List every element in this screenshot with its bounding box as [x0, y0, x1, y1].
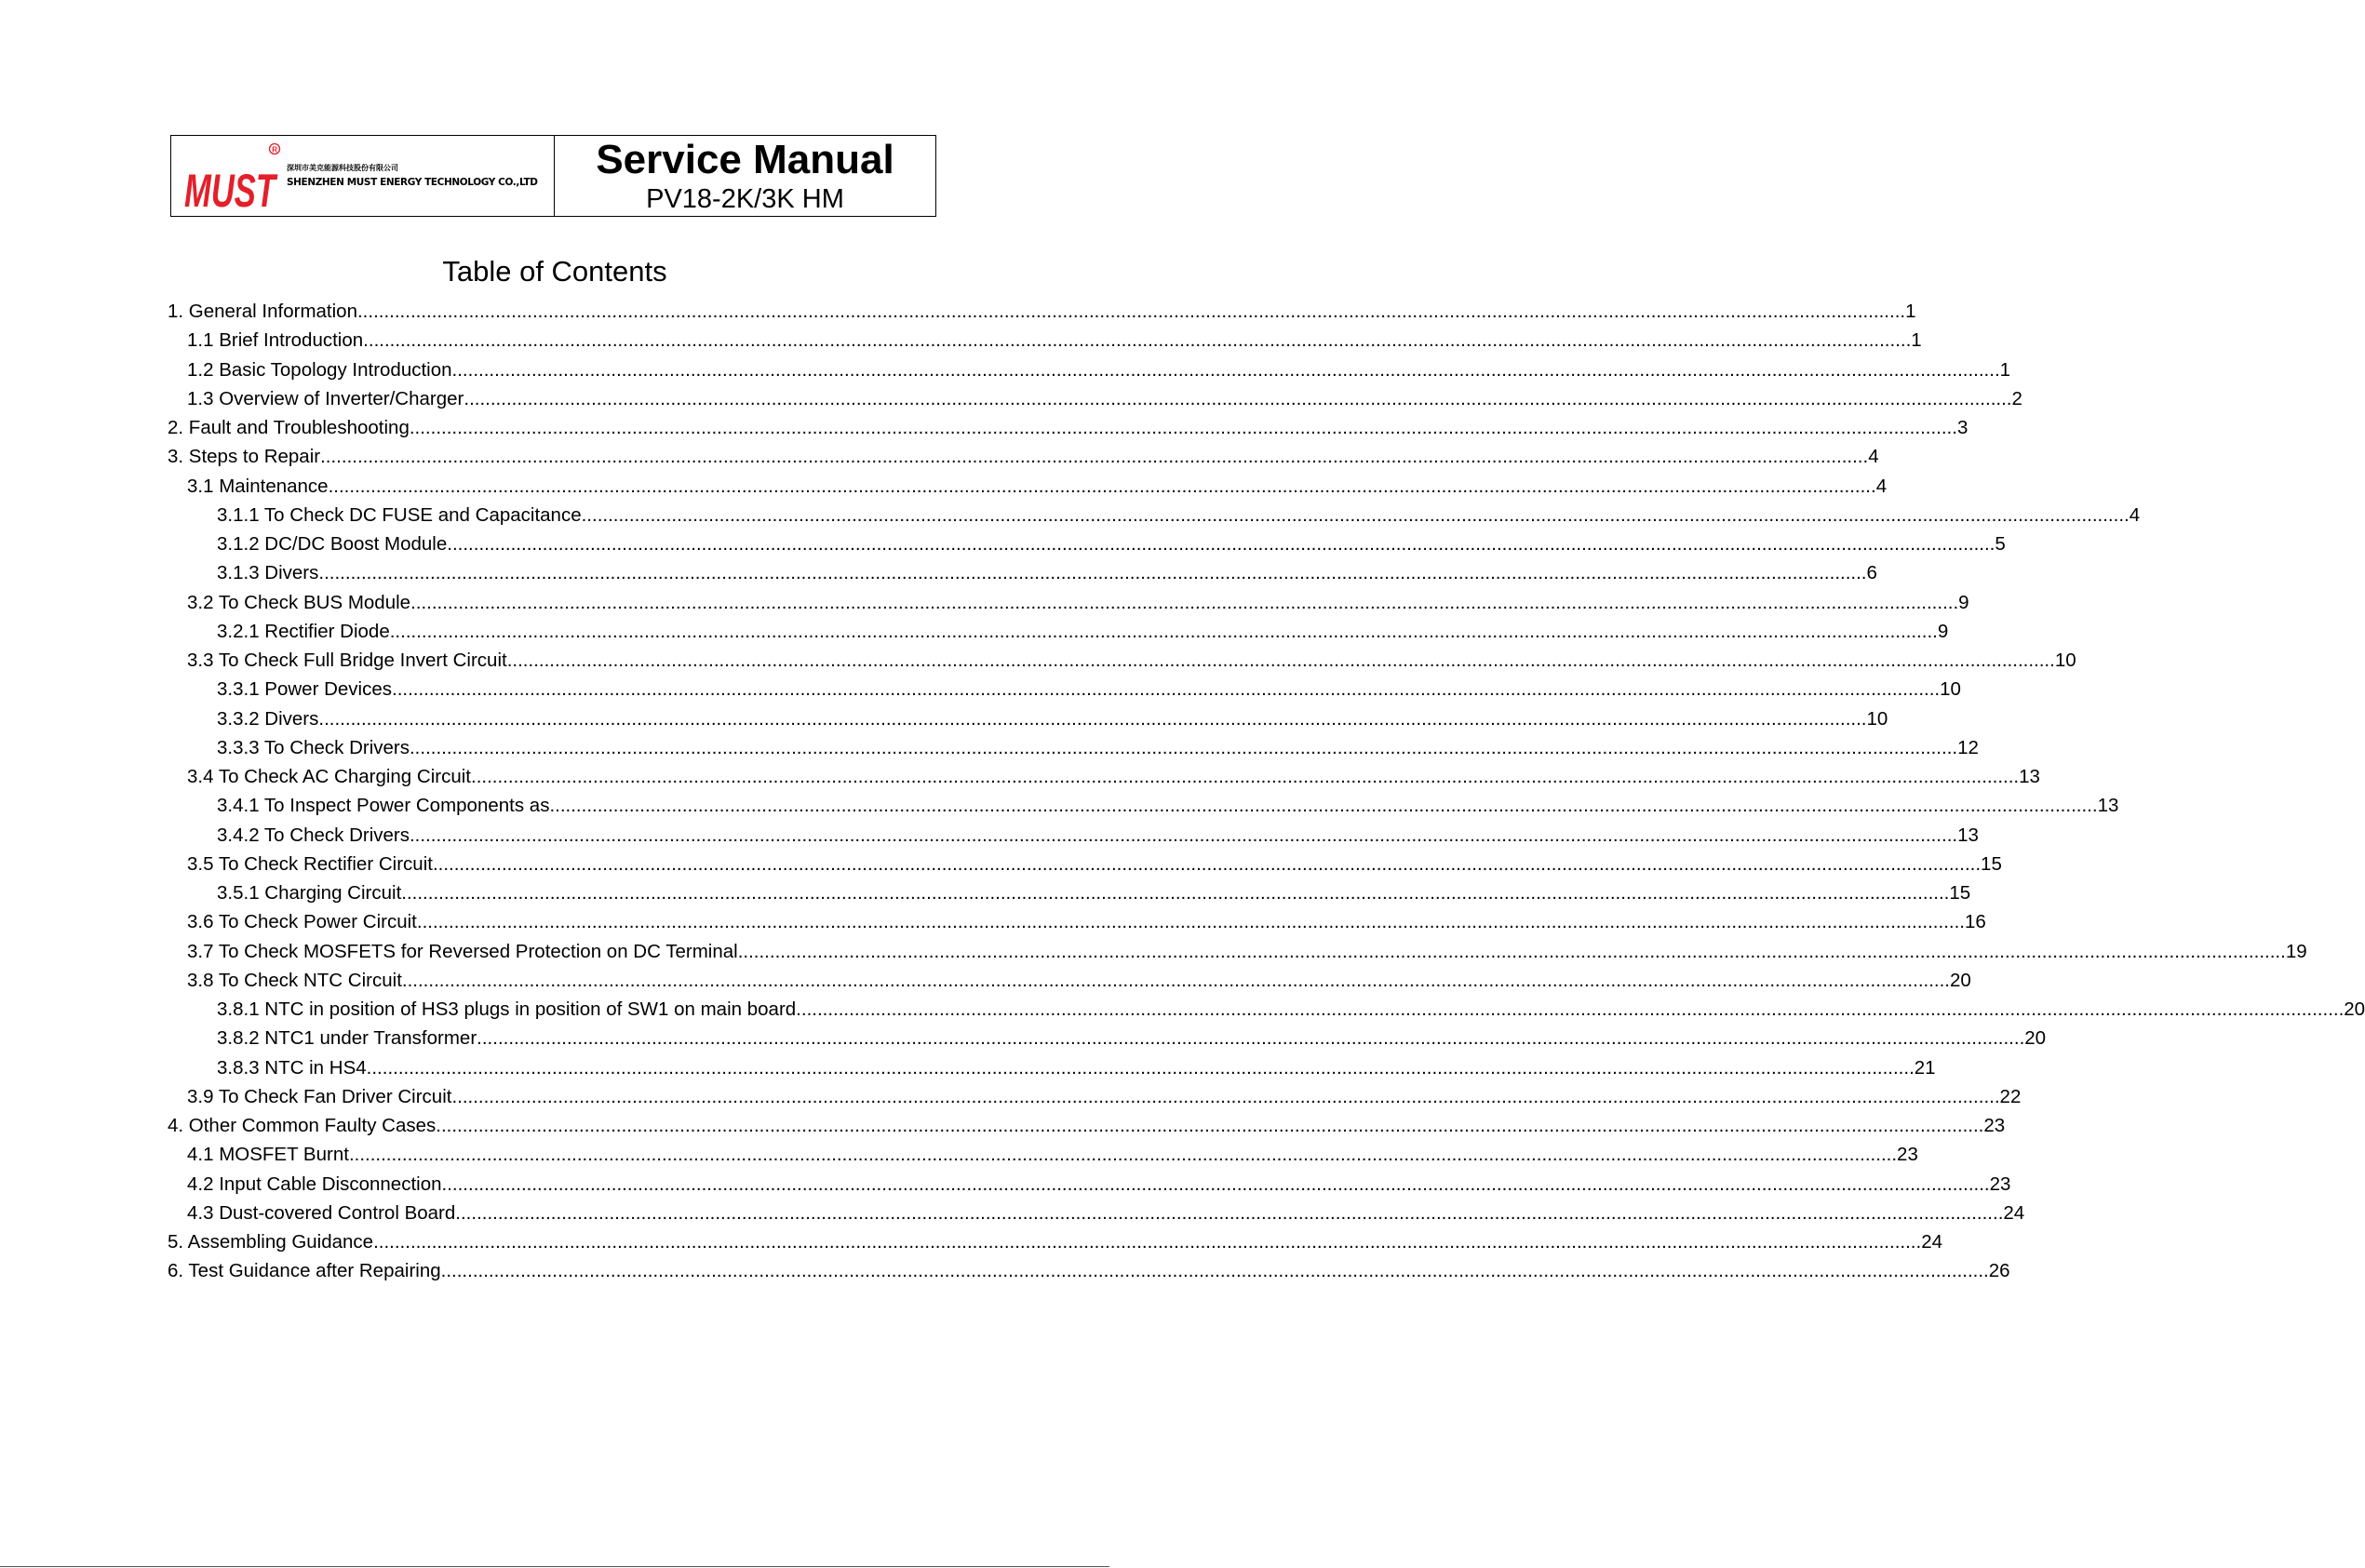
toc-entry[interactable]: [187, 938, 2307, 966]
toc-entry-title: 3.8.2 NTC1 under Transformer: [217, 1027, 477, 1050]
toc-dot-leader: [471, 763, 2019, 791]
toc-entry[interactable]: [187, 1083, 2022, 1111]
toc-entry-title: 3.1 Maintenance: [187, 475, 329, 497]
toc-dot-leader: [433, 851, 1981, 878]
toc-entry-title: 3.4.2 To Check Drivers: [217, 824, 410, 846]
toc-entry-title: 3.8.3 NTC in HS4: [217, 1056, 367, 1079]
toc-entry[interactable]: [187, 763, 2040, 791]
toc-entry[interactable]: [217, 705, 1888, 733]
toc-entry-title: 3.3.1 Power Devices: [217, 678, 393, 701]
model-name: PV18-2K/3K HM: [646, 183, 844, 214]
toc-dot-leader: [410, 822, 1957, 850]
toc-entry[interactable]: [187, 908, 1986, 936]
toc-entry[interactable]: [168, 414, 1969, 442]
toc-entry[interactable]: [168, 1257, 2010, 1285]
toc-entry-page-number: 23: [1983, 1115, 2006, 1136]
toc-entry[interactable]: [217, 734, 1979, 762]
toc-entry-page-number: 23: [1897, 1144, 1918, 1166]
toc-dot-leader: [464, 385, 2011, 413]
toc-entry[interactable]: [187, 473, 1888, 501]
must-logo-text: MUST: [184, 165, 279, 217]
toc-entry-title: 4. Other Common Faulty Cases: [168, 1115, 437, 1136]
toc-entry-page-number: 20: [2344, 998, 2365, 1020]
toc-entry-page-number: 4: [1875, 475, 1888, 497]
toc-entry[interactable]: [168, 1112, 2006, 1140]
toc-dot-leader: [392, 676, 1940, 704]
toc-dot-leader: [477, 1025, 2024, 1052]
toc-entry[interactable]: [217, 676, 1961, 704]
toc-entry-title: 1.2 Basic Topology Introduction: [187, 358, 452, 381]
toc-entry-title: 3.2.1 Rectifier Diode: [217, 620, 390, 642]
toc-entry[interactable]: [187, 385, 2022, 413]
toc-entry-page-number: 9: [1958, 591, 1969, 613]
toc-entry-page-number: 26: [1988, 1260, 2010, 1282]
toc-dot-leader: [451, 1083, 1999, 1111]
toc-dot-leader: [447, 530, 1995, 558]
toc-dot-leader: [410, 414, 1957, 442]
toc-entry-title: 3.6 To Check Power Circuit: [187, 911, 417, 933]
toc-entry-title: 3.4.1 To Inspect Power Components as: [217, 795, 550, 817]
toc-entry-title: 1.1 Brief Introduction: [187, 329, 364, 352]
toc-dot-leader: [390, 618, 1938, 646]
toc-entry-page-number: 4: [2129, 503, 2141, 526]
toc-dot-leader: [549, 792, 2097, 820]
toc-dot-leader: [401, 879, 1949, 907]
toc-entry-page-number: 9: [1937, 620, 1949, 642]
toc-entry-page-number: 19: [2285, 940, 2307, 962]
toc-dot-leader: [441, 1257, 1989, 1285]
toc-entry[interactable]: [168, 443, 1879, 471]
toc-entry-page-number: 24: [1921, 1231, 1942, 1253]
toc-entry-page-number: 22: [1999, 1085, 2022, 1107]
toc-dot-leader: [738, 938, 2286, 966]
toc-dot-leader: [349, 1141, 1897, 1169]
toc-entry-title: 3.3.3 To Check Drivers: [217, 736, 410, 758]
toc-entry[interactable]: [187, 589, 1969, 617]
toc-entry-page-number: 15: [1949, 882, 1971, 904]
toc-entry[interactable]: [187, 356, 2011, 384]
page-bottom-rule: [0, 1566, 1109, 1567]
toc-entry-page-number: 16: [1964, 911, 1986, 933]
company-logo-cell: [171, 136, 555, 216]
toc-dot-leader: [410, 589, 1958, 617]
toc-entry-page-number: 1: [1911, 329, 1922, 352]
toc-entry-title: 3.9 To Check Fan Driver Circuit: [187, 1085, 452, 1107]
svg-text:R: R: [272, 145, 277, 154]
toc-entry-title: 3.5 To Check Rectifier Circuit: [187, 852, 433, 875]
toc-dot-leader: [318, 559, 1866, 587]
toc-entry-title: 3.5.1 Charging Circuit: [217, 882, 402, 904]
toc-entry-page-number: 5: [1995, 533, 2006, 555]
toc-entry[interactable]: [168, 1228, 1942, 1256]
toc-entry-page-number: 21: [1914, 1056, 1936, 1079]
toc-dot-leader: [452, 356, 2000, 384]
toc-entry[interactable]: [217, 822, 1979, 850]
toc-entry-page-number: 10: [1866, 707, 1888, 730]
toc-entry-page-number: 20: [1950, 969, 1971, 991]
toc-dot-leader: [417, 908, 1965, 936]
toc-dot-leader: [320, 443, 1868, 471]
toc-entry[interactable]: [187, 327, 1922, 355]
toc-entry-title: 3.4 To Check AC Charging Circuit: [187, 766, 471, 787]
toc-dot-leader: [318, 705, 1866, 733]
toc-entry-title: 1. General Information: [168, 301, 357, 322]
toc-entry-title: 4.2 Input Cable Disconnection: [187, 1173, 442, 1195]
toc-dot-leader: [373, 1228, 1921, 1256]
toc-entry[interactable]: [217, 1054, 1936, 1082]
toc-entry-title: 3.7 To Check MOSFETS for Reversed Protection on DC Terminal: [187, 940, 738, 962]
toc-entry-page-number: 10: [1940, 678, 1961, 701]
toc-entry-title: 4.3 Dust-covered Control Board: [187, 1201, 456, 1224]
toc-dot-leader: [796, 996, 2344, 1024]
toc-entry-page-number: 23: [1989, 1173, 2011, 1195]
toc-entry[interactable]: [187, 1171, 2011, 1199]
toc-dot-leader: [410, 734, 1957, 762]
manual-title-cell: [555, 136, 935, 216]
document-header: [170, 135, 936, 217]
company-name-block: [287, 165, 538, 188]
toc-entry-page-number: 1: [1905, 301, 1916, 322]
toc-entry[interactable]: [187, 1199, 2025, 1227]
toc-entry-title: 3.1.3 Divers: [217, 562, 319, 584]
toc-entry[interactable]: [217, 1025, 2047, 1052]
toc-entry-page-number: 13: [1957, 824, 1979, 846]
toc-dot-leader: [367, 1054, 1915, 1082]
toc-entry-title: 3.1.1 To Check DC FUSE and Capacitance: [217, 503, 582, 526]
manual-title: Service Manual: [596, 136, 894, 182]
toc-entry[interactable]: [217, 559, 1877, 587]
toc-entry-page-number: 13: [2097, 795, 2119, 817]
toc-dot-leader: [329, 473, 1876, 501]
must-logo-icon: [184, 140, 281, 217]
toc-entry-title: 6. Test Guidance after Repairing: [168, 1260, 441, 1282]
toc-dot-leader: [442, 1171, 1990, 1199]
toc-entry-title: 3.1.2 DC/DC Boost Module: [217, 533, 448, 555]
toc-entry-page-number: 20: [2024, 1027, 2047, 1050]
toc-dot-leader: [357, 298, 1905, 326]
toc-entry-page-number: 10: [2054, 650, 2076, 671]
toc-dot-leader: [455, 1199, 2003, 1227]
toc-entry[interactable]: [187, 851, 2002, 878]
toc-entry-title: 3.8 To Check NTC Circuit: [187, 969, 402, 991]
toc-entry[interactable]: [217, 879, 1971, 907]
toc-entry-page-number: 3: [1956, 417, 1969, 438]
toc-dot-leader: [507, 647, 2055, 675]
toc-entry-title: 5. Assembling Guidance: [168, 1231, 374, 1253]
toc-entry[interactable]: [187, 967, 1971, 995]
company-name-chinese: 深圳市美克能源科技股份有限公司: [287, 163, 398, 172]
toc-entry[interactable]: [217, 618, 1949, 646]
toc-dot-leader: [402, 967, 1950, 995]
toc-entry-page-number: 13: [2019, 766, 2040, 787]
toc-dot-leader: [436, 1112, 1983, 1140]
toc-entry-page-number: 2: [2011, 387, 2022, 409]
toc-entry-title: 3.8.1 NTC in position of HS3 plugs in position of SW1 on main board: [217, 998, 797, 1020]
toc-entry-page-number: 15: [1981, 852, 2002, 875]
toc-entry-page-number: 6: [1866, 562, 1877, 584]
toc-entry-title: 4.1 MOSFET Burnt: [187, 1144, 349, 1166]
toc-entry-title: 3.3.2 Divers: [217, 707, 319, 730]
toc-entry[interactable]: [217, 530, 2006, 558]
toc-entry-title: 2. Fault and Troubleshooting: [168, 417, 410, 438]
toc-entry-page-number: 4: [1868, 446, 1879, 468]
toc-entry-title: 3.2 To Check BUS Module: [187, 591, 411, 613]
toc-entry[interactable]: [217, 502, 2141, 529]
toc-entry-title: 3. Steps to Repair: [168, 446, 321, 468]
toc-entry[interactable]: [217, 996, 2365, 1024]
toc-entry[interactable]: [187, 1141, 1918, 1169]
toc-entry-page-number: 12: [1957, 736, 1979, 758]
toc-entry-title: 1.3 Overview of Inverter/Charger: [187, 387, 464, 409]
toc-heading: Table of Contents: [442, 255, 667, 288]
toc-entry-page-number: 24: [2003, 1201, 2025, 1224]
toc-entry-page-number: 1: [1999, 358, 2011, 381]
toc-entry[interactable]: [187, 647, 2076, 675]
toc-entry-title: 3.3 To Check Full Bridge Invert Circuit: [187, 650, 507, 671]
toc-entry[interactable]: [217, 792, 2119, 820]
toc-dot-leader: [363, 327, 1911, 355]
toc-dot-leader: [582, 502, 2130, 529]
toc-entry[interactable]: [168, 298, 1916, 326]
company-name-english: SHENZHEN MUST ENERGY TECHNOLOGY CO.,LTD: [287, 176, 538, 188]
